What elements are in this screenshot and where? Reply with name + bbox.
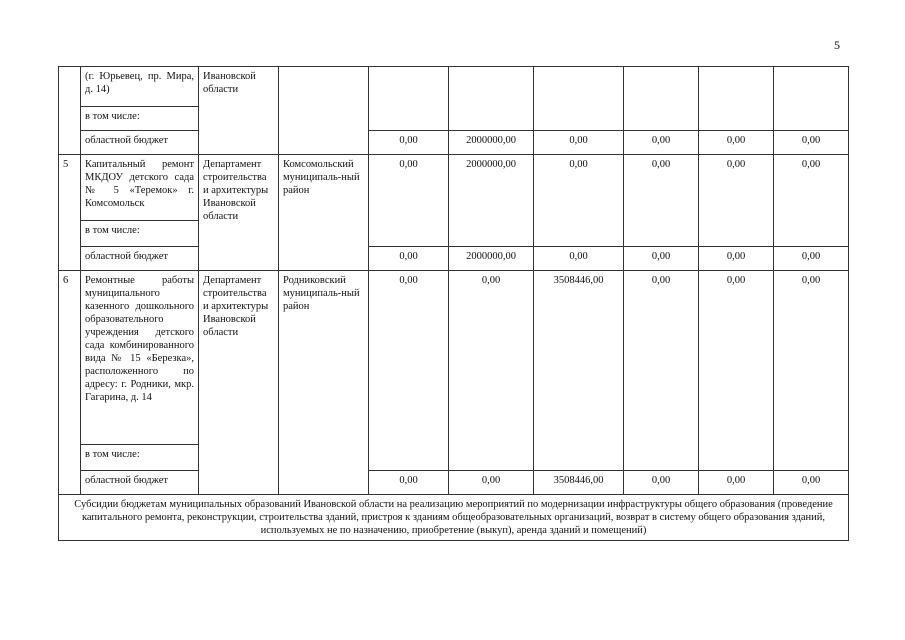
budget-label: областной бюджет bbox=[81, 247, 199, 271]
including-label: в том числе: bbox=[81, 107, 199, 131]
budget-table bbox=[58, 66, 849, 541]
budget-value-cell: 0,00 bbox=[699, 131, 774, 155]
description-cell: Ремонтные работы муниципального казенного дошкольного образовательного учреждения детского сада комбинированного вида № 15 «Березка», расположенного по адресу: г. Родники, мкр. Гагарина, д. 14 bbox=[81, 271, 199, 445]
value-cell: 0,00 bbox=[534, 155, 624, 247]
budget-value-cell: 3508446,00 bbox=[534, 471, 624, 495]
footer-note: Субсидии бюджетам муниципальных образований Ивановской области на реализацию мероприятий по модернизации инфраструктуры общего образования (проведение капитального ремонта, реконструкции, строительства зданий, пристроя к зданиям общеобразовательных организаций, возврат в систему общего образования зданий, используемых не по назначению, приобретение (выкуп), аренда зданий и помещений) bbox=[59, 495, 849, 541]
page-number: 5 bbox=[834, 38, 840, 52]
description-cell: Капитальный ремонт МКДОУ детского сада № 5 «Теремок» г. Комсомольск bbox=[81, 155, 199, 221]
budget-value-cell: 0,00 bbox=[699, 247, 774, 271]
description-cell: (г. Юрьевец, пр. Мира, д. 14) bbox=[81, 67, 199, 107]
budget-value-cell: 2000000,00 bbox=[449, 131, 534, 155]
value-cell: 2000000,00 bbox=[449, 155, 534, 247]
table-row bbox=[59, 131, 849, 155]
budget-value-cell: 0,00 bbox=[624, 131, 699, 155]
value-cell: 0,00 bbox=[624, 271, 699, 471]
value-cell: 0,00 bbox=[369, 155, 449, 247]
including-label: в том числе: bbox=[81, 445, 199, 471]
value-cell bbox=[449, 67, 534, 131]
recipient-cell: Комсомольский муниципаль-ный район bbox=[279, 155, 369, 271]
budget-value-cell: 0,00 bbox=[774, 247, 849, 271]
index-cell: 6 bbox=[59, 271, 81, 495]
executor-cell: Ивановской области bbox=[199, 67, 279, 155]
budget-value-cell: 2000000,00 bbox=[449, 247, 534, 271]
executor-cell: Департамент строительства и архитектуры Ивановской области bbox=[199, 271, 279, 495]
table-row bbox=[59, 67, 849, 107]
value-cell: 0,00 bbox=[699, 155, 774, 247]
value-cell: 0,00 bbox=[449, 271, 534, 471]
value-cell: 3508446,00 bbox=[534, 271, 624, 471]
value-cell bbox=[369, 67, 449, 131]
index-cell bbox=[59, 67, 81, 155]
budget-label: областной бюджет bbox=[81, 131, 199, 155]
including-label: в том числе: bbox=[81, 221, 199, 247]
budget-value-cell: 0,00 bbox=[699, 471, 774, 495]
budget-value-cell: 0,00 bbox=[624, 247, 699, 271]
value-cell: 0,00 bbox=[369, 271, 449, 471]
table-row bbox=[59, 271, 849, 445]
recipient-cell: Родниковский муниципаль-ный район bbox=[279, 271, 369, 495]
value-cell: 0,00 bbox=[774, 155, 849, 247]
table-row bbox=[59, 471, 849, 495]
value-cell: 0,00 bbox=[699, 271, 774, 471]
budget-value-cell: 0,00 bbox=[449, 471, 534, 495]
value-cell bbox=[774, 67, 849, 131]
budget-value-cell: 0,00 bbox=[624, 471, 699, 495]
value-cell: 0,00 bbox=[624, 155, 699, 247]
budget-value-cell: 0,00 bbox=[369, 131, 449, 155]
table-row bbox=[59, 155, 849, 221]
budget-value-cell: 0,00 bbox=[534, 131, 624, 155]
table-row bbox=[59, 247, 849, 271]
budget-value-cell: 0,00 bbox=[369, 247, 449, 271]
budget-label: областной бюджет bbox=[81, 471, 199, 495]
budget-value-cell: 0,00 bbox=[369, 471, 449, 495]
table-row bbox=[59, 495, 849, 541]
value-cell: 0,00 bbox=[774, 271, 849, 471]
value-cell bbox=[624, 67, 699, 131]
budget-value-cell: 0,00 bbox=[534, 247, 624, 271]
value-cell bbox=[699, 67, 774, 131]
value-cell bbox=[534, 67, 624, 131]
recipient-cell bbox=[279, 67, 369, 155]
index-cell: 5 bbox=[59, 155, 81, 271]
budget-value-cell: 0,00 bbox=[774, 131, 849, 155]
budget-value-cell: 0,00 bbox=[774, 471, 849, 495]
executor-cell: Департамент строительства и архитектуры Ивановской области bbox=[199, 155, 279, 271]
